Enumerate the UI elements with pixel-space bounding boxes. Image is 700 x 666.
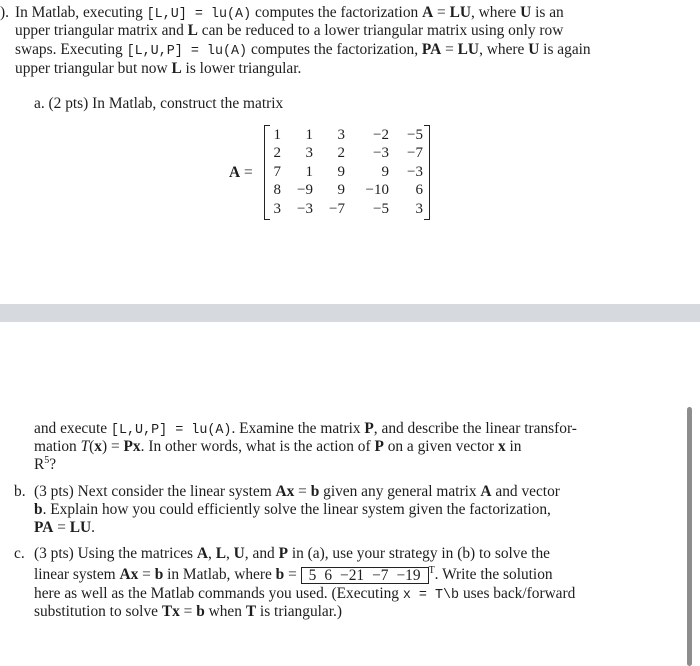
problem-number-fragment: ). (0, 4, 9, 21)
part-a-continuation-line-3: $R^5$? (34, 455, 57, 473)
matrix-cell: 9 (337, 182, 345, 199)
intro-line-1: In Matlab, executing [L,U] = lu(A) computes the factorization A = LU, where U is an (15, 4, 564, 22)
matrix-left-bracket (264, 125, 270, 220)
matrix-cell: −3 (407, 163, 423, 180)
matrix-cell: −2 (373, 127, 389, 143)
matrix-cell: −3 (297, 200, 313, 217)
matrix-cell: 3 (415, 200, 423, 217)
matrix-equals: = (243, 164, 253, 181)
matrix-cell: 2 (337, 145, 345, 162)
matrix-table (271, 126, 423, 218)
matrix-cell: −9 (297, 182, 313, 199)
b-vector: 5 6 −21 −7 −19 (301, 567, 429, 584)
part-a-points: (2 pts) (48, 95, 89, 112)
intro-line-4: upper triangular but now L is lower triangular. (15, 60, 302, 77)
part-c-line-1: (3 pts) Using the matrices A, L, U, and P in (a), use your strategy in (b) to solve the (34, 545, 550, 562)
page-gap-divider (0, 304, 700, 322)
matrix-cell: −7 (407, 145, 423, 162)
matrix-cell: 9 (381, 163, 389, 180)
part-a-heading (34, 95, 283, 114)
matrix-cell: 1 (305, 163, 313, 180)
matrix-cell: 3 (337, 127, 345, 143)
matrix-cell: 9 (337, 163, 345, 180)
part-b-points: (3 pts) (34, 483, 74, 500)
matrix-row (271, 181, 423, 199)
part-a-text: In Matlab, construct the matrix (92, 95, 284, 112)
matrix-cell: −7 (329, 200, 345, 217)
part-c-line-4: substitution to solve Tx = b when T is triangular.) (34, 603, 342, 620)
part-c-line-2: linear system Ax = b in Matlab, where b = 5 6 −21 −7 −19 $^T$. Write the solution (34, 565, 553, 584)
matrix-name: A (229, 164, 241, 181)
transpose-mark: T (428, 565, 435, 576)
matrix-cell: 2 (273, 145, 281, 162)
part-a-label: a. (34, 95, 45, 112)
part-c-label: c. (14, 545, 25, 562)
part-b-line-1: (3 pts) Next consider the linear system Ax = b given any general matrix A and vector (34, 483, 560, 500)
part-c-points: (3 pts) (34, 545, 74, 562)
matrix-cell: −10 (365, 182, 389, 199)
matrix-cell: −5 (373, 200, 389, 217)
part-b-label: b. (14, 483, 26, 500)
intro-line-3: swaps. Executing [L,U,P] = lu(A) computes the factorization, PA = LU, where U is again (15, 41, 591, 59)
matrix-cell: −3 (373, 145, 389, 162)
part-c-line-3: here as well as the Matlab commands you used. (Executing x = T\b uses back/forward (34, 585, 576, 603)
matrix-cell: 3 (273, 200, 281, 217)
matrix-cell: 8 (273, 182, 281, 199)
matrix-row (271, 200, 423, 218)
part-b-line-3: PA = LU. (34, 519, 96, 536)
matrix-cell: −5 (407, 127, 423, 143)
vertical-scrollbar[interactable] (687, 407, 692, 666)
matrix-right-bracket (424, 125, 430, 220)
matrix-cell: 7 (273, 163, 281, 180)
matrix-cell: 3 (305, 145, 313, 162)
matrix-cell: 1 (305, 127, 313, 143)
matrix-equation-label (229, 164, 253, 183)
intro-line-2: upper triangular matrix and L can be reduced to a lower triangular matrix using only row (15, 22, 564, 39)
matrix-row (271, 126, 423, 144)
matrix-cell: 6 (415, 182, 423, 199)
part-b-line-2: b. Explain how you could efficiently solve the linear system given the factorization, (34, 501, 551, 518)
matrix-a (264, 124, 430, 220)
matrix-row (271, 144, 423, 162)
part-a-continuation-line-2: mation T(x) = Px. In other words, what is the action of P on a given vector x in (34, 438, 522, 455)
matrix-row (271, 163, 423, 181)
matrix-cell: 1 (273, 127, 281, 143)
part-a-continuation-line-1: and execute [L,U,P] = lu(A). Examine the matrix P, and describe the linear transfor- (34, 420, 577, 438)
